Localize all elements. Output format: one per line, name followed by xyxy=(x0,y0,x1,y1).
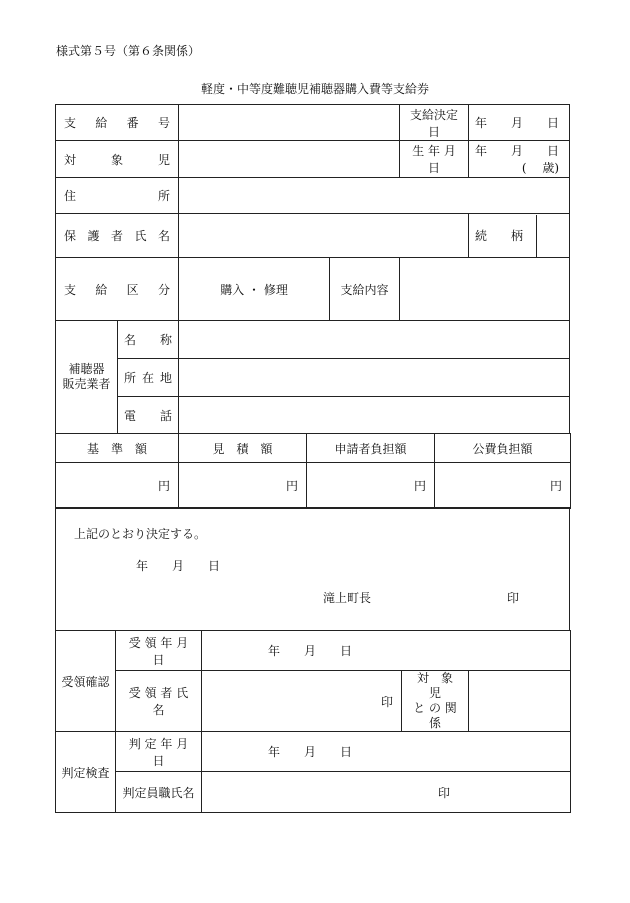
child-label: 対 象 児 xyxy=(56,141,179,178)
standard-amount-field[interactable] xyxy=(56,463,179,509)
payment-number-field[interactable] xyxy=(179,105,400,141)
address-label: 住 所 xyxy=(56,178,179,214)
inspection-date-label: 判 定 年 月 日 xyxy=(116,732,202,772)
public-share-field[interactable] xyxy=(435,463,571,509)
payment-number-label: 支 給 番 号 xyxy=(56,105,179,141)
receiver-seal: 印 xyxy=(380,694,393,709)
yen-unit: 円 xyxy=(413,479,426,493)
guardian-name-field[interactable] xyxy=(179,214,469,258)
inspection-group-label: 判定検査 xyxy=(56,732,116,813)
vendor-group-label: 補聴器 販売業者 xyxy=(56,321,118,434)
receipt-date-field[interactable] xyxy=(202,631,571,671)
relation-to-child-label: 対 象 児 と の 関 係 xyxy=(402,671,469,732)
content-field[interactable] xyxy=(400,258,570,321)
receipt-date-value: 年 月 日 xyxy=(268,644,353,658)
inspection-date-field[interactable] xyxy=(202,732,571,772)
yen-unit: 円 xyxy=(157,479,170,493)
vendor-address-label: 所 在 地 xyxy=(118,359,179,397)
receiver-name-field[interactable] xyxy=(202,671,402,732)
form-number: 様式第５号（第６条関係） xyxy=(56,44,201,58)
relation-field[interactable] xyxy=(537,215,569,257)
vendor-phone-field[interactable] xyxy=(179,397,570,434)
category-label: 支 給 区 分 xyxy=(56,258,179,321)
estimate-amount-field[interactable] xyxy=(179,463,307,509)
inspector-label: 判定員職氏名 xyxy=(116,772,202,813)
vendor-address-field[interactable] xyxy=(179,359,570,397)
receiver-name-label: 受 領 者 氏 名 xyxy=(116,671,202,732)
authority-name: 滝上町長 xyxy=(323,591,372,605)
birthdate-value: 年 月 日( 歳) xyxy=(475,144,560,175)
document-title: 軽度・中等度難聴児補聴器購入費等支給券 xyxy=(200,82,429,96)
content-label: 支給内容 xyxy=(330,258,400,321)
relation-to-child-field[interactable] xyxy=(469,671,571,732)
decision-box xyxy=(55,507,570,631)
inspector-seal: 印 xyxy=(438,785,451,800)
estimate-amount-header: 見 積 額 xyxy=(179,434,307,463)
relation-cell xyxy=(469,214,570,258)
standard-amount-header: 基 準 額 xyxy=(56,434,179,463)
amounts-table xyxy=(55,433,571,509)
vendor-name-label: 名 称 xyxy=(118,321,179,359)
receipt-date-label: 受 領 年 月 日 xyxy=(116,631,202,671)
decision-statement: 上記のとおり決定する。 xyxy=(74,527,207,541)
vendor-name-field[interactable] xyxy=(179,321,570,359)
yen-unit: 円 xyxy=(549,479,562,493)
voucher-main-table xyxy=(55,104,570,434)
public-share-header: 公費負担額 xyxy=(435,434,571,463)
inspector-field[interactable] xyxy=(202,772,571,813)
authority-seal[interactable]: 印 xyxy=(507,591,520,605)
decision-date-value: 年 月 日 xyxy=(475,116,560,130)
decision-date-label: 支給決定日 xyxy=(400,105,469,141)
birthdate-field[interactable] xyxy=(469,141,570,178)
applicant-share-field[interactable] xyxy=(307,463,435,509)
address-field[interactable] xyxy=(179,178,570,214)
yen-unit: 円 xyxy=(285,479,298,493)
category-value[interactable]: 購入 ・ 修理 xyxy=(179,258,330,321)
inspection-date-value: 年 月 日 xyxy=(268,745,353,759)
decision-date[interactable]: 年 月 日 xyxy=(136,559,221,573)
child-name-field[interactable] xyxy=(179,141,400,178)
guardian-name-label: 保 護 者 氏 名 xyxy=(56,214,179,258)
birthdate-label: 生 年 月 日 xyxy=(400,141,469,178)
applicant-share-header: 申請者負担額 xyxy=(307,434,435,463)
receipt-group-label: 受領確認 xyxy=(56,631,116,732)
vendor-phone-label: 電 話 xyxy=(118,397,179,434)
relation-label: 続 柄 xyxy=(469,215,537,257)
confirmation-table xyxy=(55,630,571,813)
decision-date-field[interactable] xyxy=(469,105,570,141)
